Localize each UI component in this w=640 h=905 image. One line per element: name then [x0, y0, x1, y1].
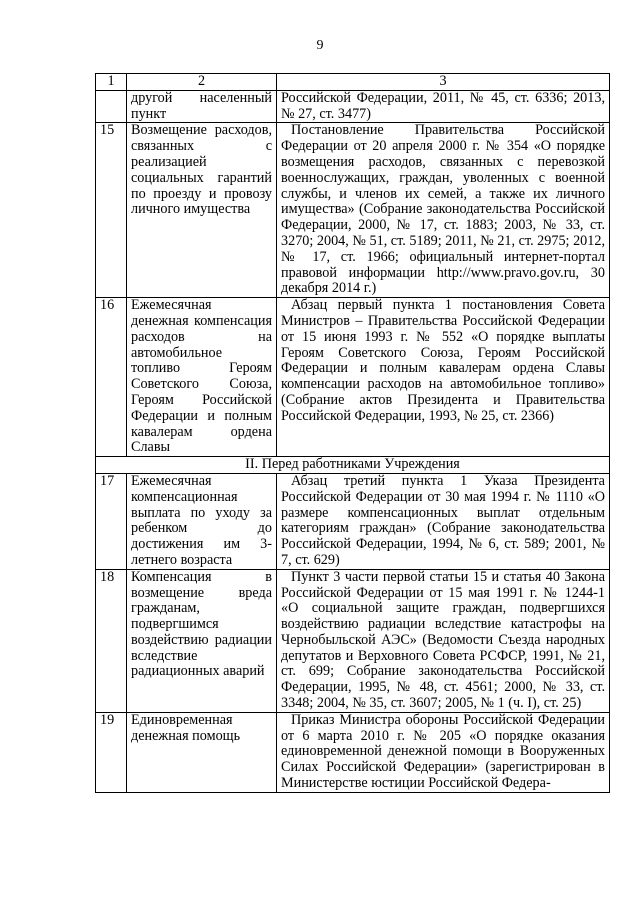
table-row — [96, 473, 610, 569]
table-row — [96, 90, 610, 123]
section-row — [96, 457, 610, 474]
table-header-row — [96, 74, 610, 91]
benefit-name: Возмещение расходов, связанных с реализацией социальных гарантий по проезду и провозу личного имущества — [127, 123, 277, 298]
benefit-name: другой населенный пункт — [127, 90, 277, 123]
benefits-table — [95, 73, 610, 793]
benefit-name: Компенсация в возмещение вреда гражданам, подвергшимся воздействию радиации вследствие радиационных аварий — [127, 569, 277, 712]
row-number: 15 — [96, 123, 127, 298]
legal-basis: Постановление Правительства Российской Федерации от 20 апреля 2000 г. № 354 «О порядке возмещения расходов, связанных с перевозкой военнослужащих, граждан, уволенных с военной службы, и членов их семей, а также их личного имущества» (Собрание законодательства Российской Федерации, 2000, № 17, ст. 1883; 2003, № 33, ст. 3270; 2004, № 51, ст. 5189; 2011, № 21, ст. 2975; 2012, № 17, ст. 1966; официальный интернет-портал правовой информации http://www.pravo.gov.ru, 30 декабря 2014 г.) — [277, 123, 610, 298]
legal-basis: Абзац третий пункта 1 Указа Президента Российской Федерации от 30 мая 1994 г. № 1110 «О размере компенсационных выплат отдельным категориям граждан» (Собрание законодательства Российской Федерации, 1994, № 6, ст. 589; 2001, № 7, ст. 629) — [277, 473, 610, 569]
legal-basis: Приказ Министра обороны Российской Федерации от 6 марта 2010 г. № 205 «О порядке оказания единовременной денежной помощи в Вооруженных Силах Российской Федерации» (зарегистрирован в Министерстве юстиции Российской Федера- — [277, 712, 610, 792]
benefit-name: Ежемесячная компенсационная выплата по уходу за ребенком до достижения им 3-летнего возраста — [127, 473, 277, 569]
row-number: 17 — [96, 473, 127, 569]
row-number: 18 — [96, 569, 127, 712]
row-number: 19 — [96, 712, 127, 792]
column-header-number: 1 — [96, 74, 127, 91]
row-number: 16 — [96, 298, 127, 457]
legal-basis: Пункт 3 части первой статьи 15 и статья 40 Закона Российской Федерации от 15 мая 1991 г. № 1244-1 «О социальной защите граждан, подвергшихся воздействию радиации вследствие катастрофы на Чернобыльской АЭС» (Ведомости Съезда народных депутатов и Верховного Совета РСФСР, 1991, № 21, ст. 699; Собрание законодательства Российской Федерации, 1995, № 48, ст. 4561; 2000, № 33, ст. 3348; 2004, № 35, ст. 3607; 2005, № 1 (ч. I), ст. 25) — [277, 569, 610, 712]
section-title: II. Перед работниками Учреждения — [96, 457, 610, 474]
table-row — [96, 569, 610, 712]
page-number: 9 — [316, 38, 324, 53]
row-number — [96, 90, 127, 123]
table-row — [96, 298, 610, 457]
column-header-legal-basis: 3 — [277, 74, 610, 91]
legal-basis: Российской Федерации, 2011, № 45, ст. 6336; 2013, № 27, ст. 3477) — [277, 90, 610, 123]
benefit-name: Единовременная денежная помощь — [127, 712, 277, 792]
column-header-benefit: 2 — [127, 74, 277, 91]
legal-basis: Абзац первый пункта 1 постановления Совета Министров – Правительства Российской Федерации от 15 июня 1993 г. № 552 «О порядке выплаты Героям Советского Союза, Героям Российской Федерации и полным кавалерам ордена Славы компенсации расходов на автомобильное топливо» (Собрание актов Президента и Правительства Российской Федерации, 1993, № 25, ст. 2366) — [277, 298, 610, 457]
table-row — [96, 712, 610, 792]
benefit-name: Ежемесячная денежная компенсация расходов на автомобильное топливо Героям Советского Союза, Героям Российской Федерации и полным кавалерам ордена Славы — [127, 298, 277, 457]
table-row — [96, 123, 610, 298]
